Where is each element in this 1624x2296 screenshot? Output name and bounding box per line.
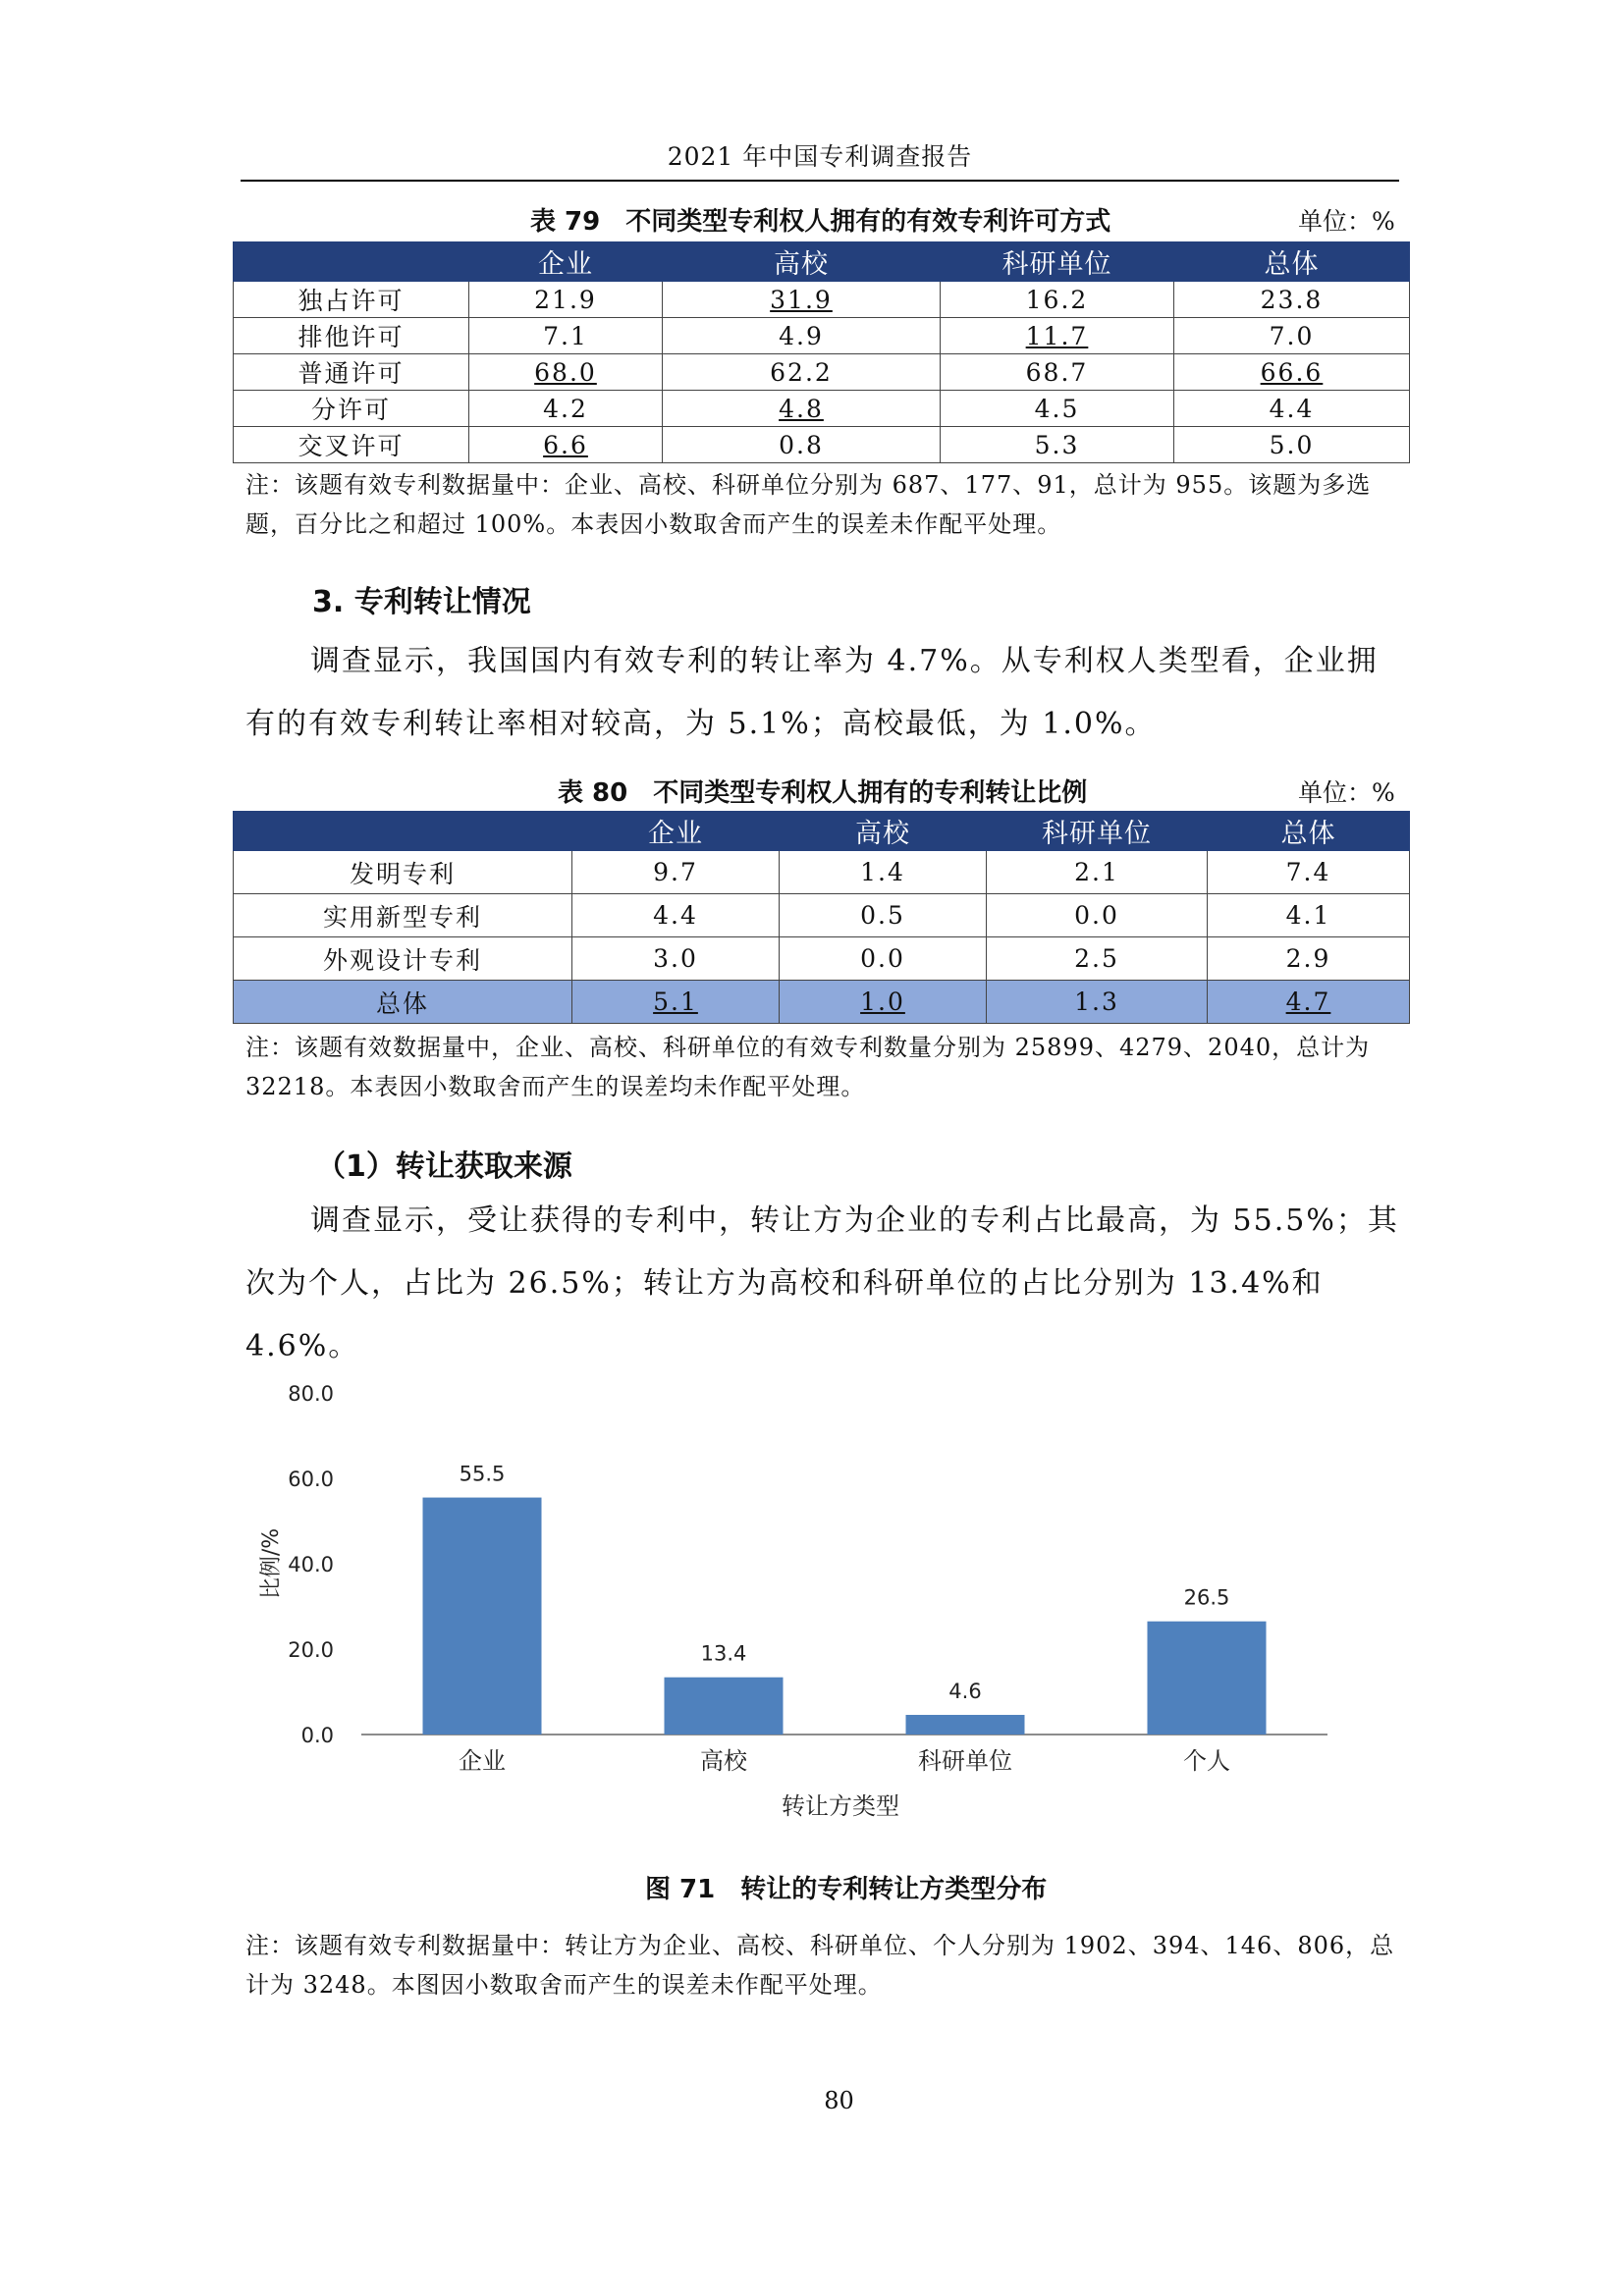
page-number: 80 — [824, 2087, 854, 2114]
y-axis-title: 比例/% — [259, 1527, 284, 1600]
table79-caption: 表 79 不同类型专利权人拥有的有效专利许可方式 — [530, 207, 1111, 237]
cell-value: 7.4 — [1285, 858, 1331, 886]
cell-value: 1.3 — [1074, 988, 1119, 1016]
cell-value: 11.7 — [1025, 321, 1089, 350]
cell-value: 66.6 — [1260, 357, 1324, 387]
x-tick-label: 高校 — [700, 1747, 747, 1775]
cell-value: 1.0 — [860, 988, 905, 1016]
table80-note: 注：该题有效数据量中，企业、高校、科研单位的有效专利数量分别为 25899、4279、2040，总计为 32218。本表因小数取舍而产生的误差均未作配平处理。 — [245, 1034, 1371, 1100]
cell-value: 2.9 — [1285, 944, 1331, 973]
row-label: 总体 — [234, 981, 572, 1024]
running-header: 2021 年中国专利调查报告 — [667, 142, 973, 171]
y-tick-label: 0.0 — [300, 1724, 334, 1747]
x-tick-label: 企业 — [459, 1747, 506, 1775]
cell-value: 0.0 — [1074, 901, 1119, 930]
cell-value: 2.5 — [1074, 944, 1119, 973]
cell-value: 4.5 — [1034, 394, 1080, 423]
column-header: 高校 — [663, 242, 941, 282]
x-axis-title: 转让方类型 — [782, 1792, 899, 1820]
column-header: 科研单位 — [941, 242, 1174, 282]
row-label: 交叉许可 — [234, 427, 469, 463]
cell-value: 0.8 — [779, 430, 824, 459]
column-header: 高校 — [780, 812, 987, 851]
row-label: 外观设计专利 — [234, 937, 572, 981]
figure-caption: 图 71 转让的专利转让方类型分布 — [645, 1875, 1048, 1904]
cell-value: 4.9 — [779, 321, 824, 350]
cell-value: 4.8 — [779, 394, 824, 423]
bar — [423, 1498, 542, 1735]
subsection-paragraph: 调查显示，受让获得的专利中，转让方为企业的专利占比最高，为 55.5%；其次为个人，占比为 26.5%；转让方为高校和科研单位的占比分别为 13.4%和 4.6%。 — [245, 1203, 1399, 1363]
figure-note: 注：该题有效专利数据量中：转让方为企业、高校、科研单位、个人分别为 1902、394、146、806，总计为 3248。本图因小数取舍而产生的误差未作配平处理。 — [245, 1932, 1395, 1999]
row-label: 发明专利 — [234, 851, 572, 894]
cell-value: 7.1 — [543, 321, 588, 350]
cell-value: 31.9 — [770, 285, 833, 314]
cell-value: 2.1 — [1074, 858, 1119, 886]
cell-value: 16.2 — [1025, 285, 1089, 314]
column-header: 企业 — [469, 242, 663, 282]
cell-value: 0.5 — [860, 901, 905, 930]
cell-value: 62.2 — [770, 357, 833, 387]
table80-caption: 表 80 不同类型专利权人拥有的专利转让比例 — [558, 778, 1088, 808]
cell-value: 5.3 — [1034, 430, 1080, 459]
y-tick-label: 20.0 — [288, 1638, 334, 1662]
cell-value: 4.2 — [543, 394, 588, 423]
cell-value: 23.8 — [1260, 285, 1324, 314]
y-tick-label: 60.0 — [288, 1468, 334, 1491]
bar — [906, 1715, 1025, 1735]
x-tick-label: 科研单位 — [918, 1747, 1012, 1775]
bar-value-label: 13.4 — [700, 1641, 747, 1666]
row-label: 排他许可 — [234, 318, 469, 354]
cell-value: 9.7 — [653, 858, 698, 886]
column-header: 总体 — [1208, 812, 1410, 851]
cell-value: 4.7 — [1285, 988, 1331, 1016]
bar-value-label: 55.5 — [459, 1462, 506, 1486]
x-tick-label: 个人 — [1183, 1747, 1230, 1775]
column-header: 企业 — [572, 812, 780, 851]
y-tick-label: 80.0 — [288, 1382, 334, 1406]
row-label: 独占许可 — [234, 282, 469, 318]
bar — [1148, 1622, 1267, 1735]
column-header: 科研单位 — [987, 812, 1208, 851]
section-heading: 3. 专利转让情况 — [312, 585, 531, 619]
cell-value: 0.0 — [860, 944, 905, 973]
y-tick-label: 40.0 — [288, 1553, 334, 1576]
table79-unit: 单位：% — [1298, 207, 1395, 236]
row-label: 普通许可 — [234, 354, 469, 391]
cell-value: 7.0 — [1269, 321, 1315, 350]
column-header: 总体 — [1174, 242, 1410, 282]
table80-unit: 单位：% — [1298, 778, 1395, 807]
bar-value-label: 26.5 — [1183, 1585, 1230, 1610]
cell-value: 68.7 — [1025, 357, 1089, 387]
cell-value: 21.9 — [534, 285, 597, 314]
cell-value: 3.0 — [653, 944, 698, 973]
row-label: 分许可 — [234, 391, 469, 427]
cell-value: 4.4 — [653, 901, 698, 930]
cell-value: 1.4 — [860, 858, 905, 886]
cell-value: 4.1 — [1285, 901, 1331, 930]
cell-value: 6.6 — [543, 430, 588, 459]
cell-value: 68.0 — [534, 357, 597, 387]
row-label: 实用新型专利 — [234, 894, 572, 937]
cell-value: 5.0 — [1269, 430, 1315, 459]
table79-note: 注：该题有效专利数据量中：企业、高校、科研单位分别为 687、177、91，总计为 955。该题为多选题，百分比之和超过 100%。本表因小数取舍而产生的误差未作配平处理。 — [245, 471, 1372, 538]
subsection-heading: （1）转让获取来源 — [316, 1149, 572, 1184]
cell-value: 5.1 — [653, 988, 698, 1016]
bar-value-label: 4.6 — [948, 1679, 982, 1703]
section-paragraph: 调查显示，我国国内有效专利的转让率为 4.7%。从专利权人类型看，企业拥有的有效专利转让率相对较高，为 5.1%；高校最低，为 1.0%。 — [245, 644, 1379, 741]
bar — [665, 1678, 784, 1735]
cell-value: 4.4 — [1269, 394, 1315, 423]
